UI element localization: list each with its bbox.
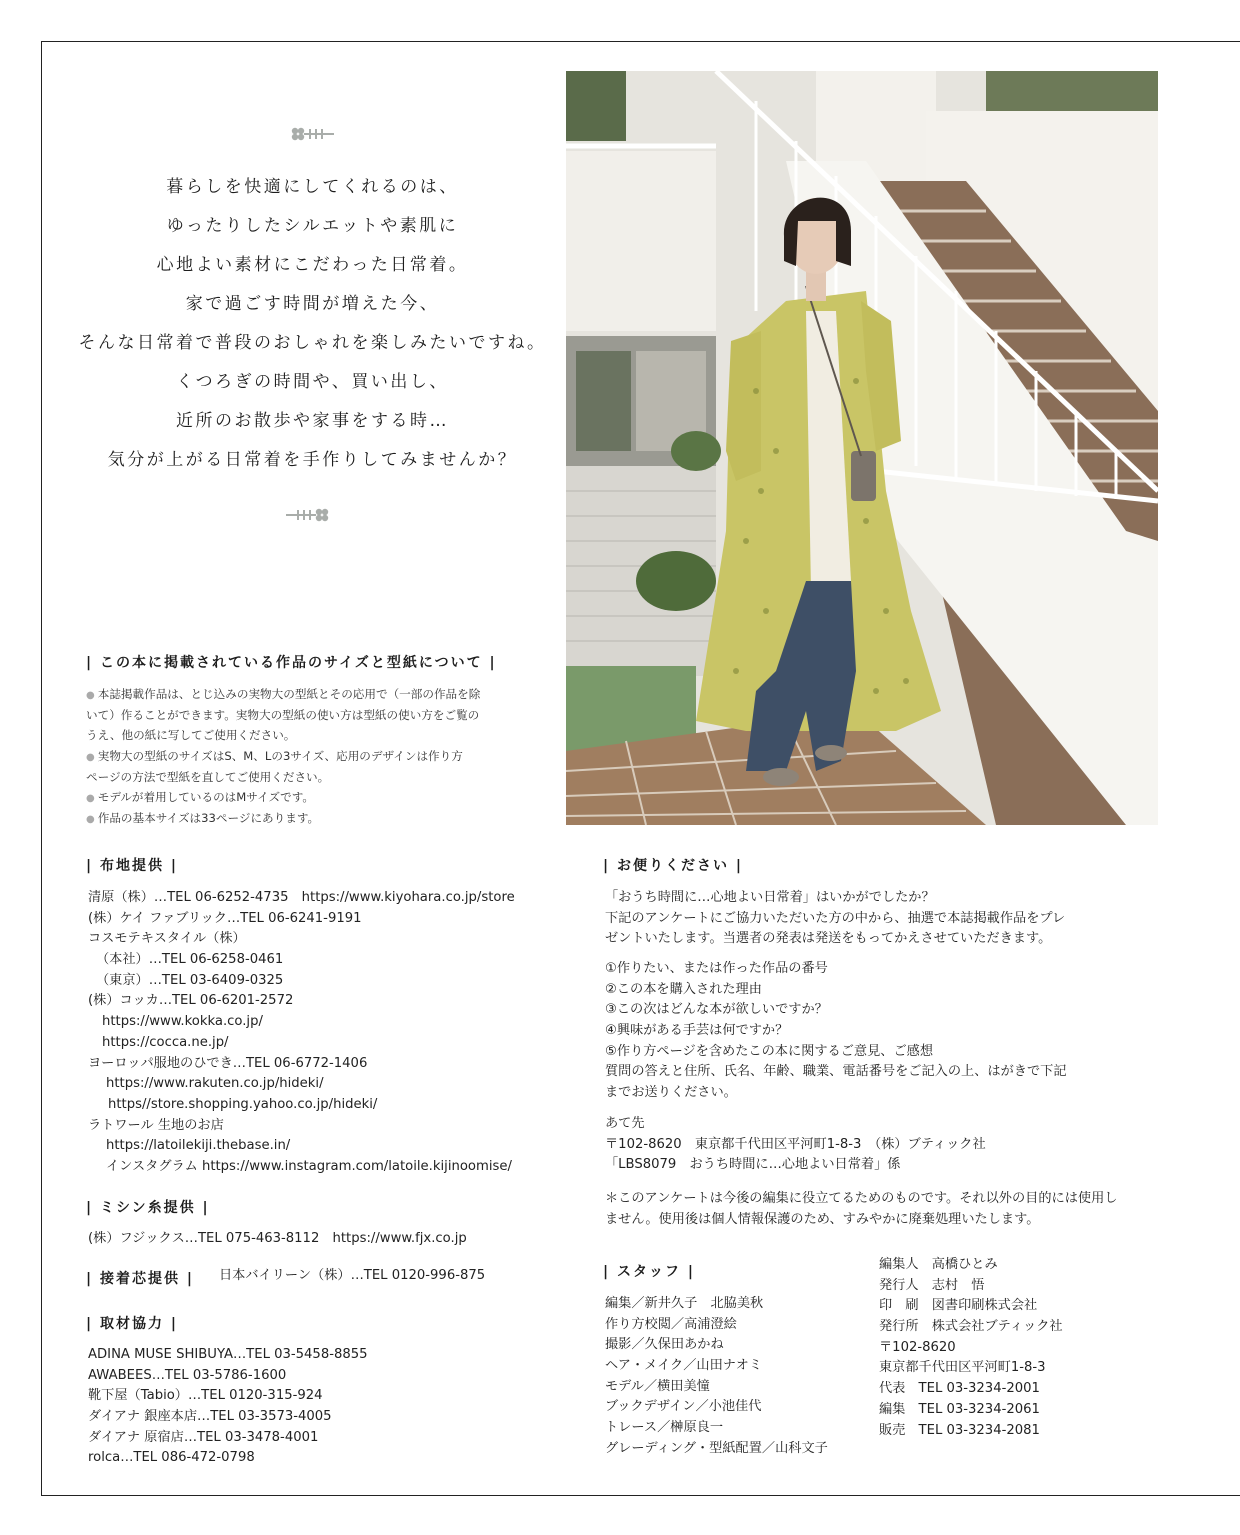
staff-line: 編集／新井久子 北脇美秋 bbox=[605, 1296, 764, 1311]
size-line bbox=[86, 787, 480, 808]
colophon-line: 〒102-8620 bbox=[879, 1339, 956, 1355]
ornament-bottom-icon bbox=[284, 507, 330, 523]
thread-line: (株）フジックス…TEL 075-463-8112 https://www.fjx.co.jp bbox=[88, 1231, 467, 1246]
size-line bbox=[86, 684, 480, 705]
staff-line: グレーディング・型紙配置／山科文子 bbox=[605, 1440, 828, 1456]
letters-heading: | お便りください | bbox=[603, 858, 743, 874]
staff-line: 作り方校閲／高浦澄絵 bbox=[605, 1316, 737, 1332]
letters-line: 「おうち時間に…心地よい日常着」はいかがでしたか？ bbox=[605, 890, 935, 905]
fabric-line: https://www.rakuten.co.jp/hideki/ bbox=[106, 1076, 324, 1092]
size-line-text: ページの方法で型紙を直してご使用ください。 bbox=[86, 769, 330, 784]
fabric-line: ラトワール 生地のお店 bbox=[88, 1117, 224, 1133]
colophon-line: 編集人 高橋ひとみ bbox=[879, 1257, 998, 1272]
question-line: ②この本を購入された理由 bbox=[605, 981, 762, 997]
staff-line: トレース／榊原良一 bbox=[605, 1420, 724, 1436]
fabric-heading: | 布地提供 | bbox=[86, 858, 178, 874]
bullet-icon: ● bbox=[86, 690, 95, 701]
colophon bbox=[879, 1255, 1063, 1441]
letters-line: ゼントいたします。当選者の発表は発送をもってかえさせていただきます。 bbox=[605, 931, 1052, 947]
letters-intro bbox=[605, 888, 1065, 950]
colophon-line: 販売 TEL 03-3234-2081 bbox=[879, 1422, 1040, 1438]
size-line-text: 作品の基本サイズは33ページにあります。 bbox=[97, 811, 320, 826]
fabric-line: 清原（株）…TEL 06-6252-4735 https://www.kiyohara.co.jp/store bbox=[88, 890, 515, 905]
fabric-line: https://www.kokka.co.jp/ bbox=[102, 1014, 263, 1030]
staff-line: 撮影／久保田あかね bbox=[605, 1337, 724, 1353]
letters-questions bbox=[605, 959, 1067, 1104]
question-line: ①作りたい、または作った作品の番号 bbox=[605, 961, 828, 976]
size-line bbox=[86, 767, 480, 788]
fabric-line: （本社）…TEL 06-6258-0461 bbox=[96, 952, 284, 968]
fabric-line: (株）コッカ…TEL 06-6201-2572 bbox=[88, 993, 294, 1009]
bullet-icon: ● bbox=[86, 752, 95, 764]
address-line: あて先 bbox=[605, 1116, 645, 1131]
fabric-line: https//store.shopping.yahoo.co.jp/hideki/ bbox=[108, 1096, 378, 1112]
interfacing-heading: | 接着芯提供 | bbox=[86, 1271, 194, 1287]
fabric-line: コスモテキスタイル（株） bbox=[88, 931, 246, 947]
fabric-line: https://latoilekiji.thebase.in/ bbox=[106, 1138, 291, 1154]
staff-line: ブックデザイン／小池佳代 bbox=[605, 1399, 762, 1415]
intro-line: 気分が上がる日常着を手作りしてみませんか？ bbox=[107, 450, 518, 470]
question-line: ④興味がある手芸は何ですか？ bbox=[605, 1023, 789, 1039]
size-line bbox=[86, 705, 480, 726]
colophon-line: 代表 TEL 03-3234-2001 bbox=[879, 1381, 1040, 1397]
size-line-text: 本誌掲載作品は、とじ込みの実物大の型紙とその応用で（一部の作品を除 bbox=[97, 687, 481, 701]
note-line: ません。使用後は個人情報保護のため、すみやかに廃棄処理いたします。 bbox=[605, 1211, 1040, 1227]
cooperation-line: AWABEES…TEL 03-5786-1600 bbox=[88, 1367, 287, 1383]
intro-line: 近所のお散歩や家事をする時… bbox=[176, 411, 449, 431]
staff-line: モデル／横田美憧 bbox=[605, 1378, 710, 1394]
cooperation-line: ダイアナ 銀座本店…TEL 03-3573-4005 bbox=[88, 1409, 332, 1425]
intro-line: ゆったりしたシルエットや素肌に bbox=[166, 216, 459, 236]
bullet-icon: ● bbox=[86, 793, 95, 805]
colophon-line: 印 刷 図書印刷株式会社 bbox=[879, 1298, 1038, 1314]
fabric-line: インスタグラム https://www.instagram.com/latoile.kijinoomise/ bbox=[106, 1158, 512, 1174]
size-section-text bbox=[86, 684, 480, 829]
fabric-line: https://cocca.ne.jp/ bbox=[102, 1034, 229, 1050]
cooperation-list bbox=[88, 1345, 368, 1469]
fabric-list bbox=[88, 888, 515, 1178]
cooperation-line: ダイアナ 原宿店…TEL 03-3478-4001 bbox=[88, 1429, 319, 1445]
cooperation-heading: | 取材協力 | bbox=[86, 1316, 178, 1332]
cooperation-line: 靴下屋（Tabio）…TEL 0120-315-924 bbox=[88, 1388, 323, 1404]
letters-line: 下記のアンケートにご協力いただいた方の中から、抽選で本誌掲載作品をプレ bbox=[605, 910, 1066, 926]
question-line: ③この次はどんな本が欲しいですか？ bbox=[605, 1002, 828, 1018]
size-line bbox=[86, 746, 480, 767]
bullet-icon: ● bbox=[86, 814, 95, 826]
size-line-text: いて）作ることができます。実物大の型紙の使い方は型紙の使い方をご覧の bbox=[86, 707, 480, 722]
colophon-line: 東京都千代田区平河町1-8-3 bbox=[879, 1360, 1046, 1376]
size-line bbox=[86, 808, 480, 829]
size-line-text: モデルが着用しているのはMサイズです。 bbox=[97, 790, 314, 805]
note-line: ＊このアンケートは今後の編集に役立てるためのものです。それ以外の目的には使用し bbox=[605, 1191, 1118, 1206]
intro-line: 家で過ごす時間が増えた今、 bbox=[185, 294, 440, 314]
colophon-line: 発行人 志村 悟 bbox=[879, 1277, 985, 1293]
size-line bbox=[86, 725, 480, 746]
staff-line: ヘア・メイク／山田ナオミ bbox=[605, 1358, 763, 1374]
fabric-line: ヨーロッパ服地のひでき…TEL 06-6772-1406 bbox=[88, 1055, 368, 1071]
address-line: 〒102-8620 東京都千代田区平河町1-8-3 （株）ブティック社 bbox=[605, 1136, 986, 1152]
colophon-line: 編集 TEL 03-3234-2061 bbox=[879, 1401, 1040, 1417]
staff-heading: | スタッフ | bbox=[603, 1264, 695, 1280]
question-line: までお送りください。 bbox=[605, 1085, 737, 1101]
staff-list bbox=[605, 1294, 828, 1460]
ornament-top-icon bbox=[290, 126, 336, 142]
intro-line: くつろぎの時間や、買い出し、 bbox=[176, 372, 449, 392]
size-line-text: うえ、他の紙に写してご使用ください。 bbox=[86, 728, 296, 743]
interfacing-line: 日本バイリーン（株）…TEL 0120-996-875 bbox=[219, 1268, 486, 1283]
letters-note bbox=[605, 1189, 1117, 1230]
size-line-text: 実物大の型紙のサイズはS、M、Lの3サイズ、応用のデザインは作り方 bbox=[97, 749, 463, 764]
thread-heading: | ミシン糸提供 | bbox=[86, 1200, 210, 1216]
fabric-line: (株）ケイ ファブリック…TEL 06-6241-9191 bbox=[88, 910, 362, 926]
letters-address bbox=[605, 1114, 986, 1176]
intro-line: 暮らしを快適にしてくれるのは、 bbox=[166, 177, 459, 197]
cooperation-line: rolca…TEL 086-472-0798 bbox=[88, 1450, 255, 1466]
question-line: 質問の答えと住所、氏名、年齢、職業、電話番号をご記入の上、はがきで下記 bbox=[605, 1064, 1067, 1080]
address-line: 「LBS8079 おうち時間に…心地よい日常着」係 bbox=[605, 1157, 901, 1173]
colophon-line: 発行所 株式会社ブティック社 bbox=[879, 1319, 1063, 1335]
cooperation-line: ADINA MUSE SHIBUYA…TEL 03-5458-8855 bbox=[88, 1347, 368, 1362]
intro-line: 心地よい素材にこだわった日常着。 bbox=[156, 255, 469, 275]
size-section-heading: | この本に掲載されている作品のサイズと型紙について | bbox=[86, 655, 497, 671]
intro-text bbox=[60, 168, 565, 480]
question-line: ⑤作り方ページを含めたこの本に関するご意見、ご感想 bbox=[605, 1043, 934, 1059]
model-photo bbox=[566, 71, 1158, 825]
fabric-line: （東京）…TEL 03-6409-0325 bbox=[96, 972, 284, 988]
photo-illustration bbox=[566, 71, 1158, 825]
intro-line: そんな日常着で普段のおしゃれを楽しみたいですね。 bbox=[78, 333, 547, 353]
